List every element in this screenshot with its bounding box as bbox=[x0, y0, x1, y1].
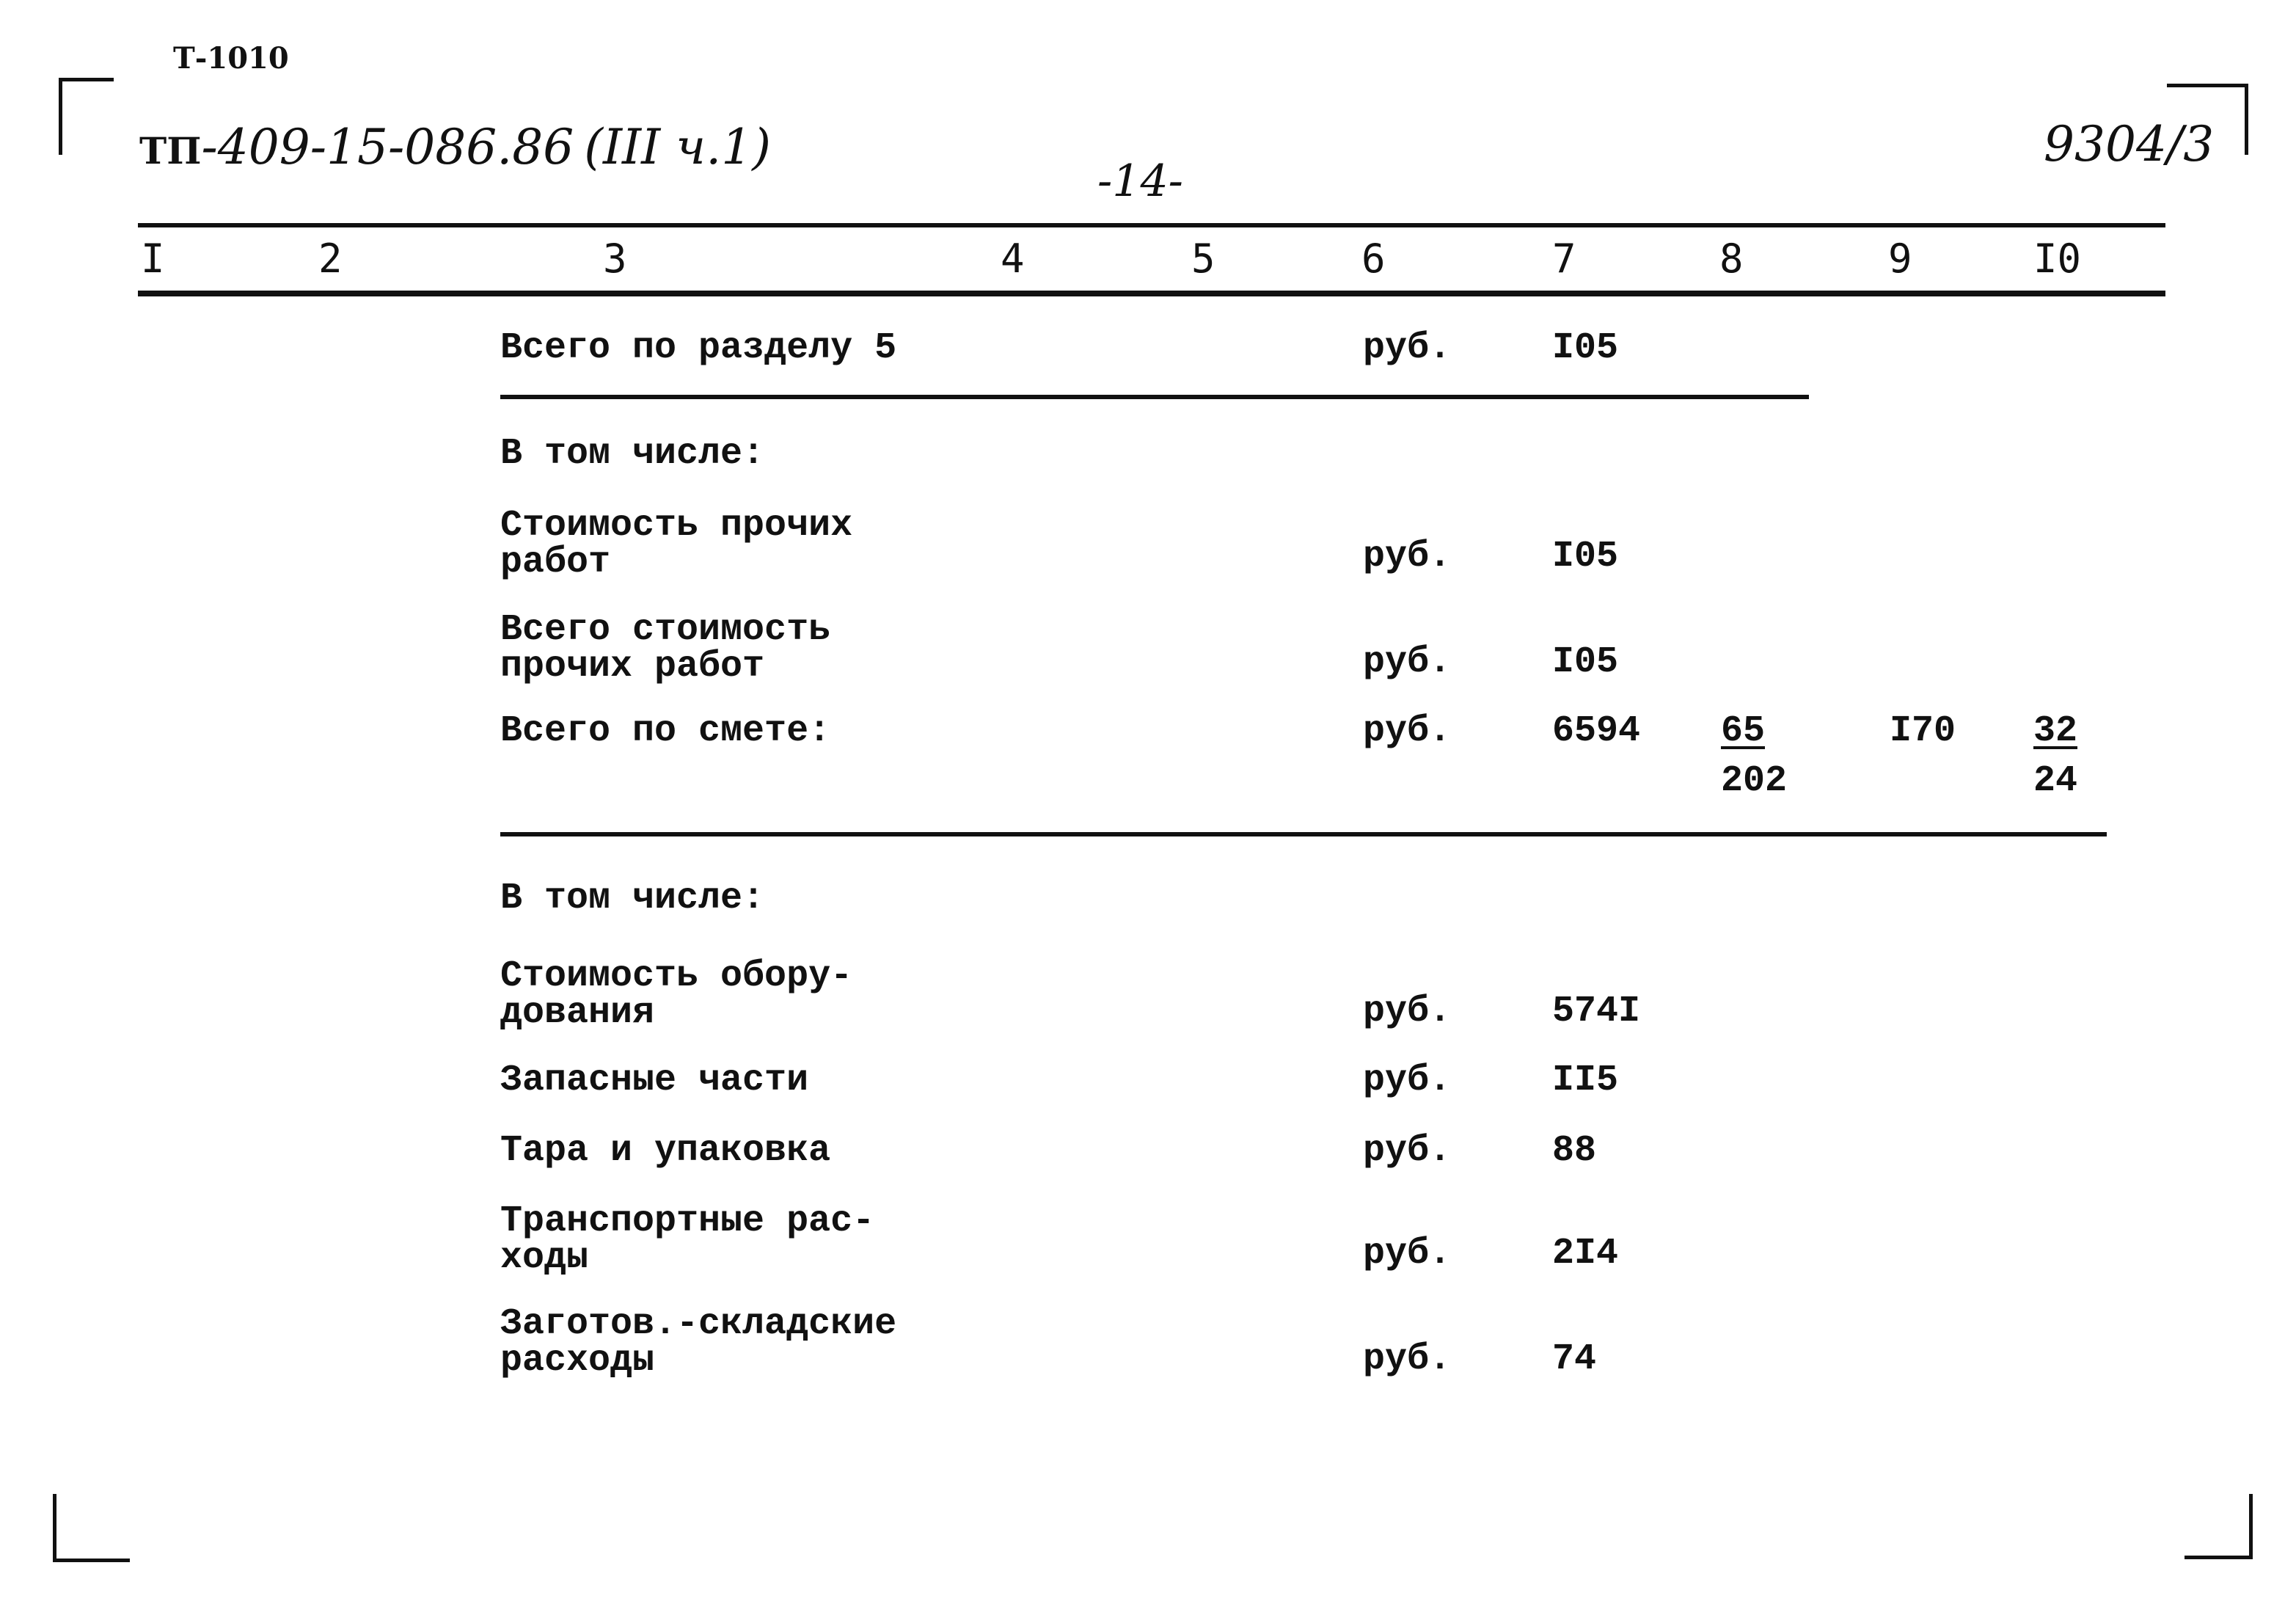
equipment-label bbox=[500, 955, 853, 1034]
estimate-col10-bottom: 24 bbox=[2033, 760, 2078, 802]
warehouse-label bbox=[500, 1303, 897, 1382]
column-header-8: 8 bbox=[1719, 236, 1744, 282]
total-other-works-line1: Всего стоимость bbox=[500, 609, 831, 651]
corner-mark-top-left bbox=[59, 78, 114, 155]
column-header-1: I bbox=[141, 236, 165, 282]
transport-unit: руб. bbox=[1363, 1233, 1452, 1275]
total-other-works-value: I05 bbox=[1552, 641, 1619, 683]
inventory-number: 9304/3 bbox=[2044, 116, 2215, 172]
spare-parts-value: II5 bbox=[1552, 1060, 1619, 1101]
transport-label bbox=[500, 1200, 875, 1279]
estimate-total-rule bbox=[500, 832, 2107, 836]
estimate-total-unit: руб. bbox=[1363, 710, 1452, 752]
other-works-value: I05 bbox=[1552, 536, 1619, 577]
total-other-works-line2: прочих работ bbox=[500, 646, 765, 688]
estimate-col9: I70 bbox=[1890, 710, 1956, 752]
transport-value: 2I4 bbox=[1552, 1233, 1619, 1275]
including-label-2: В том числе: bbox=[500, 878, 765, 919]
warehouse-value: 74 bbox=[1552, 1338, 1597, 1380]
including-label-1: В том числе: bbox=[500, 433, 765, 475]
header-bottom-rule bbox=[138, 291, 2165, 296]
project-part: (III ч.1) bbox=[584, 119, 771, 175]
estimate-total-value: 6594 bbox=[1552, 710, 1641, 752]
section-total-unit: руб. bbox=[1363, 327, 1452, 369]
equipment-unit: руб. bbox=[1363, 991, 1452, 1032]
section-total-text: Всего по разделу bbox=[500, 327, 853, 369]
transport-line1: Транспортные рас- bbox=[500, 1200, 875, 1242]
transport-line2: ходы bbox=[500, 1237, 589, 1279]
column-header-3: 3 bbox=[603, 236, 627, 282]
page-number: -14- bbox=[1097, 156, 1183, 207]
column-header-5: 5 bbox=[1191, 236, 1215, 282]
column-header-9: 9 bbox=[1888, 236, 1912, 282]
project-code bbox=[139, 119, 771, 175]
total-other-works-unit: руб. bbox=[1363, 641, 1452, 683]
section-total-rule bbox=[500, 395, 1809, 399]
other-works-unit: руб. bbox=[1363, 536, 1452, 577]
warehouse-line2: расходы bbox=[500, 1340, 655, 1382]
packaging-value: 88 bbox=[1552, 1130, 1597, 1172]
estimate-col10-top: 32 bbox=[2033, 710, 2078, 752]
column-header-6: 6 bbox=[1361, 236, 1386, 282]
estimate-col8-bottom: 202 bbox=[1721, 760, 1788, 802]
packaging-label: Тара и упаковка bbox=[500, 1130, 831, 1172]
warehouse-line1: Заготов.-складские bbox=[500, 1303, 897, 1345]
equipment-line1: Стоимость обору- bbox=[500, 955, 853, 997]
estimate-total-label: Всего по смете: bbox=[500, 710, 831, 752]
project-number: -409-15-086.86 bbox=[201, 119, 574, 175]
other-works-line1: Стоимость прочих bbox=[500, 505, 853, 547]
column-header-4: 4 bbox=[1001, 236, 1025, 282]
spare-parts-label: Запасные части bbox=[500, 1060, 809, 1101]
column-header-10: I0 bbox=[2033, 236, 2082, 282]
corner-mark-bottom-left bbox=[53, 1494, 130, 1562]
equipment-line2: дования bbox=[500, 992, 655, 1034]
other-works-label bbox=[500, 505, 853, 583]
section-total-value: I05 bbox=[1552, 327, 1619, 369]
equipment-value: 574I bbox=[1552, 991, 1641, 1032]
column-header-2: 2 bbox=[318, 236, 343, 282]
other-works-line2: работ bbox=[500, 542, 611, 583]
estimate-col8-top: 65 bbox=[1721, 710, 1766, 752]
corner-mark-bottom-right bbox=[2185, 1494, 2253, 1559]
total-other-works-label bbox=[500, 609, 831, 688]
warehouse-unit: руб. bbox=[1363, 1338, 1452, 1380]
packaging-unit: руб. bbox=[1363, 1130, 1452, 1172]
section-total-label bbox=[500, 327, 897, 369]
project-prefix: ТП bbox=[139, 129, 202, 172]
spare-parts-unit: руб. bbox=[1363, 1060, 1452, 1101]
header-top-rule bbox=[138, 223, 2165, 227]
section-total-number: 5 bbox=[874, 327, 897, 369]
document-code: Т-1010 bbox=[173, 41, 289, 76]
column-header-7: 7 bbox=[1552, 236, 1576, 282]
